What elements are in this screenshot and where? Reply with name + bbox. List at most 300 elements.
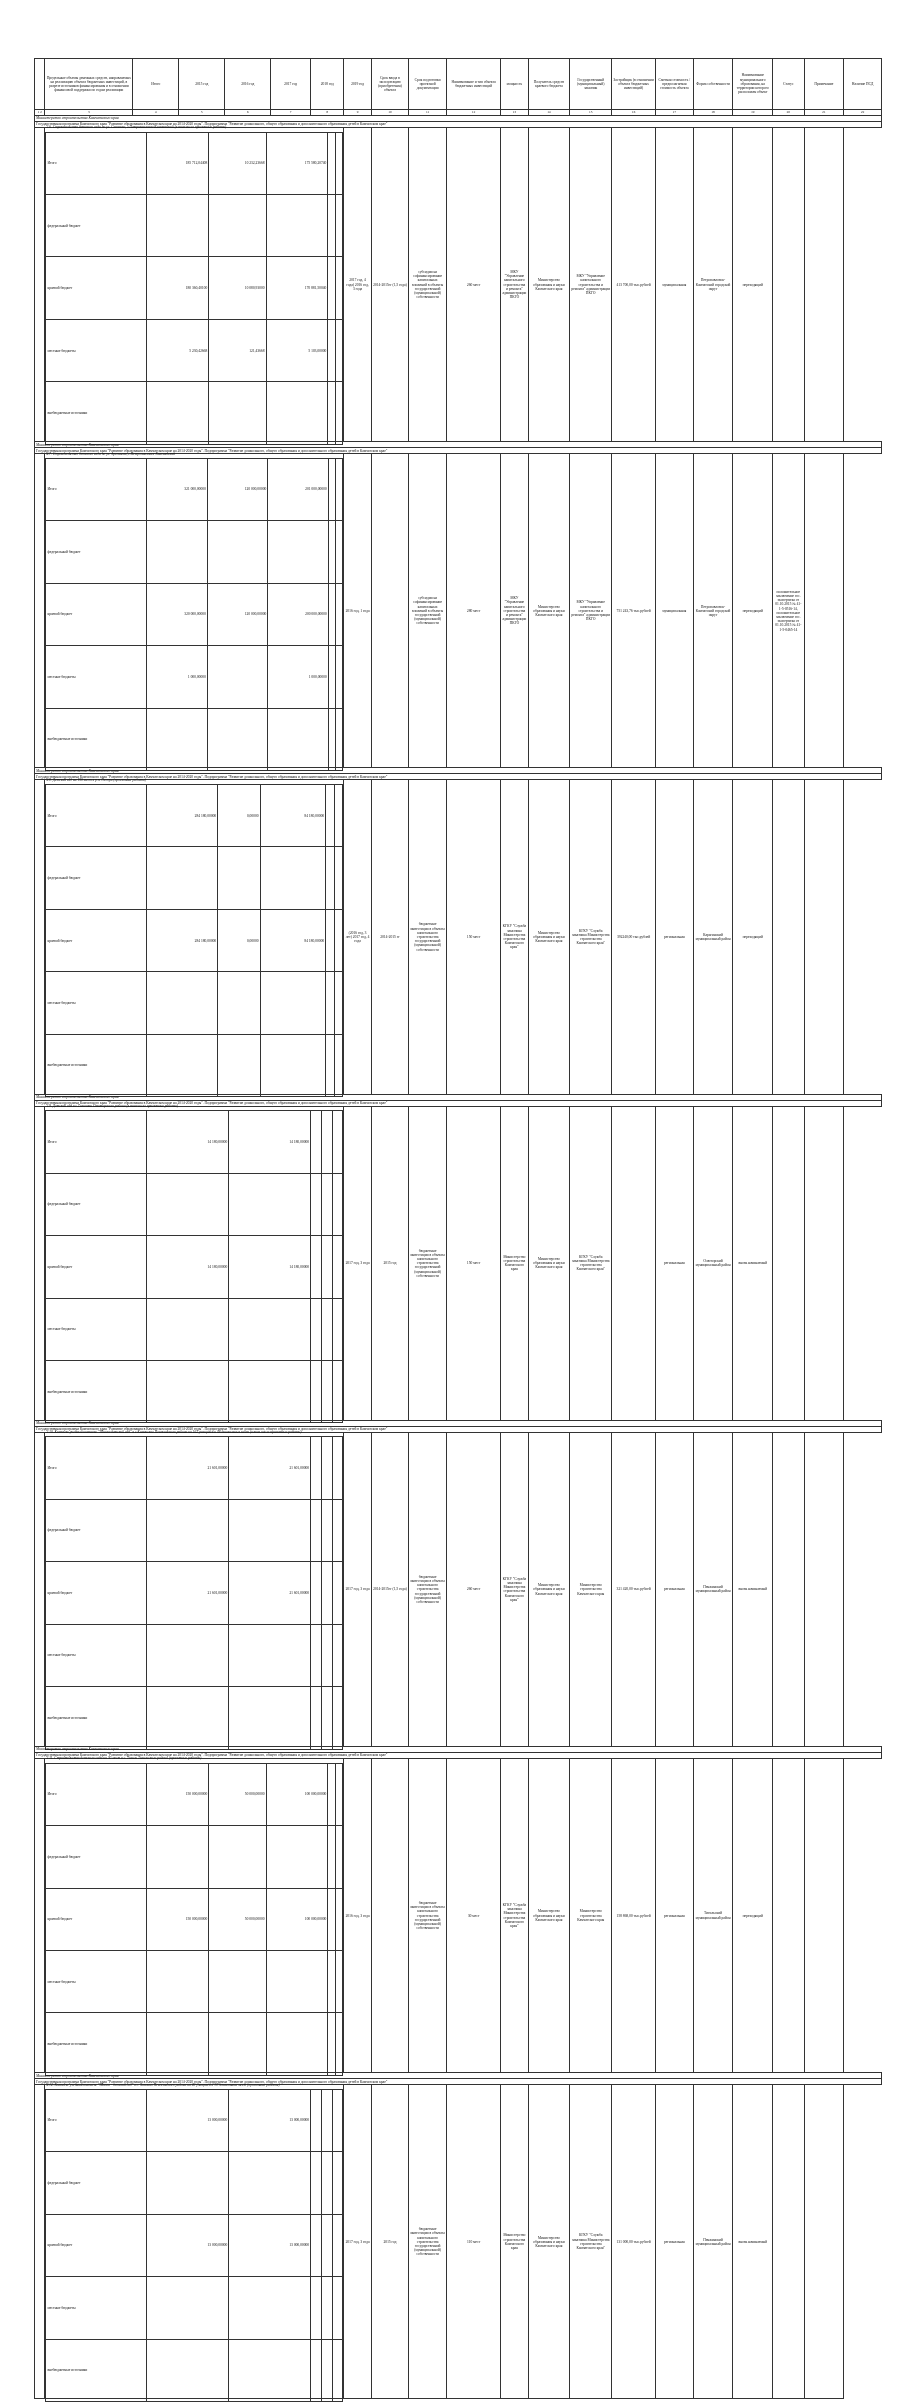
fin-source: краевой бюджет — [46, 2214, 147, 2276]
fin-source: внебюджетные источники — [46, 1034, 147, 1096]
psd — [804, 2085, 844, 2399]
fin-total: 21 601,00000 — [147, 1437, 229, 1499]
fin-row — [46, 972, 343, 1034]
fin-source: местные бюджеты — [46, 1298, 147, 1360]
note — [773, 780, 804, 1094]
object-type: субсидии на софинансирование капитальных вложений в объекты государственной (муниципальной) собственности — [409, 454, 447, 768]
fin-row — [46, 1173, 343, 1235]
fin-2016 — [311, 1562, 322, 1624]
fin-source: федеральный бюджет — [46, 847, 147, 909]
fin-2017 — [328, 1950, 336, 2012]
note — [773, 2085, 804, 2399]
fin-row — [46, 847, 343, 909]
fin-2016 — [266, 1950, 328, 2012]
fin-2015 — [207, 646, 267, 708]
fin-source: местные бюджеты — [46, 319, 147, 381]
fin-2015 — [209, 195, 266, 257]
fin-2018 — [332, 2214, 343, 2276]
status: вновь начинаемый — [733, 1432, 773, 1746]
estimated-cost: 131 000,00 тыс.рублей — [612, 2085, 656, 2399]
fin-2016 — [266, 1826, 328, 1888]
item-financing-cell — [45, 1432, 344, 1746]
fin-2018 — [335, 1826, 343, 1888]
fin-2018 — [335, 319, 343, 381]
fin-total — [147, 1687, 229, 1749]
fin-2018 — [332, 2277, 343, 2339]
fin-source: внебюджетные источники — [46, 2339, 147, 2401]
ownership: региональная — [656, 1759, 694, 2073]
capacity: 150 мест — [446, 1106, 500, 1420]
estimated-cost: 751 243,76 тыс.рублей — [612, 454, 656, 768]
capacity: 110 мест — [446, 2085, 500, 2399]
ownership: муниципальная — [656, 128, 694, 442]
fin-source: федеральный бюджет — [46, 1499, 147, 1561]
fin-row — [46, 909, 343, 971]
fin-total — [147, 847, 218, 909]
fin-row — [46, 1950, 343, 2012]
fin-source: местные бюджеты — [46, 646, 147, 708]
fin-total — [147, 1173, 229, 1235]
item-title: Строительство детского сада по ул. Савченко, г.Петропавловск-Камчатский (в том числе проектные работы) — [52, 125, 227, 130]
fin-2017 — [321, 2339, 332, 2401]
fin-total — [147, 382, 209, 444]
fin-2017 — [328, 708, 335, 770]
item-title: Строительство детского сада на 30 мест в с. Тигиль Тигильского района (проектные работы) — [54, 1756, 202, 1761]
fin-2017 — [321, 1298, 332, 1360]
fin-2015 — [229, 2152, 311, 2214]
column-number: 20 — [773, 110, 804, 116]
fin-2015: 0,00000 — [218, 785, 260, 847]
fin-2018 — [332, 1624, 343, 1686]
section-program-title: Государственная программа Камчатского края "Развитие образования в Камчатском крае на 2014-2020 годы". Подпрограмма "Развитие дошкольного, общего образования и дополнительного образования детей в Камчатском крае" — [35, 122, 882, 128]
fin-2017 — [328, 257, 336, 319]
column-number: 8 — [311, 110, 344, 116]
item-index — [35, 2085, 45, 2399]
item-number: 2.11. — [46, 1756, 54, 1761]
section-item-row — [35, 128, 882, 442]
status: переходящий — [733, 780, 773, 1094]
section-item-row — [35, 1106, 882, 1420]
design-period: 2015 год — [371, 1106, 409, 1420]
header-cell: Примечание — [804, 59, 844, 110]
fin-2017 — [321, 1111, 332, 1173]
column-number: 1 2 — [35, 110, 45, 116]
fin-source: Итого — [46, 1111, 147, 1173]
recipient: Министерство строительства Камчатского края — [501, 1106, 528, 1420]
section-group-title: Министерство строительства Камчатского края — [35, 1420, 882, 1426]
fin-source: местные бюджеты — [46, 2277, 147, 2339]
header-cell: Срок подготовки проектной документации — [409, 59, 447, 110]
psd — [804, 1759, 844, 2073]
fin-source: федеральный бюджет — [46, 2152, 147, 2214]
fin-2018 — [334, 847, 343, 909]
fin-2018 — [336, 583, 343, 645]
commission-year: 2016 год, 3 года — [344, 1759, 371, 2073]
item-number: 2.10. — [46, 1430, 54, 1435]
fin-row — [46, 132, 343, 194]
item-financing-cell — [45, 451, 344, 768]
fin-2018 — [332, 1236, 343, 1298]
psd — [804, 1432, 844, 1746]
fin-total — [147, 1624, 229, 1686]
column-number: 19 — [733, 110, 773, 116]
item-title: Строительство детского сада по ул. Арсеньева, г.Петропавловск-Камчатский — [52, 451, 175, 456]
fin-source: Итого — [46, 132, 147, 194]
fin-row — [46, 1034, 343, 1096]
fin-total — [147, 1298, 229, 1360]
fin-total — [147, 1826, 209, 1888]
customer: Министерство образования и науки Камчатского края — [528, 454, 570, 768]
section-group-title: Министерство строительства Камчатского края — [35, 442, 882, 448]
object-type: бюджетные инвестиции в объекты капитального строительства государственной (муниципальной) собственности — [409, 1759, 447, 2073]
fin-2015: 50 000,00000 — [209, 1888, 266, 1950]
fin-row — [46, 708, 343, 770]
recipient: МКУ "Управление капитального строительства и ремонта" администрации ПКГО — [501, 128, 528, 442]
fin-source: Итого — [46, 458, 147, 520]
financing-table — [45, 458, 343, 771]
estimated-cost: 321 420,00 тыс.рублей — [612, 1432, 656, 1746]
header-cell: 2017 год — [271, 59, 311, 110]
fin-2017 — [321, 1236, 332, 1298]
fin-2016: 201 000,00000 — [268, 458, 328, 520]
fin-2018 — [334, 785, 343, 847]
fin-source: Итого — [46, 1763, 147, 1825]
status: переходящий — [733, 1759, 773, 2073]
section-group-title: Министерство строительства Камчатского края — [35, 116, 882, 122]
item-number: 2.12. — [46, 2082, 54, 2087]
fin-2016 — [266, 382, 328, 444]
recipient: КГКУ "Служба заказчика Министерства строительства Камчатского края" — [501, 780, 528, 1094]
fin-row — [46, 1499, 343, 1561]
header-cell: Государственный (муниципальный) заказчик — [570, 59, 612, 110]
fin-total: 150 000,00000 — [147, 1888, 209, 1950]
item-financing-cell — [45, 1756, 344, 2073]
fin-2015 — [229, 1624, 311, 1686]
fin-2016 — [311, 1360, 322, 1422]
header-cell: Предельные объемы денежных средств, направляемых на реализацию объекта бюджетных инвестиций, в разрезе источников финансирования и в отношении финансовой поддержки по годам реализации — [45, 59, 133, 110]
financing-table — [45, 784, 343, 1097]
column-number: 5 — [179, 110, 225, 116]
developer: КГКУ "Служба заказчика Министерства строительства Камчатского края" — [570, 780, 612, 1094]
fin-2016 — [266, 2013, 328, 2075]
fin-2018 — [336, 646, 343, 708]
developer: КГКУ "Служба заказчика Министерства строительства Камчатского края" — [570, 1106, 612, 1420]
fin-2018 — [335, 1888, 343, 1950]
municipality: Петропавловск-Камчатский городской округ — [693, 454, 733, 768]
item-financing-cell — [45, 125, 344, 442]
column-number: 6 — [225, 110, 271, 116]
ownership: региональная — [656, 1432, 694, 1746]
section-item-row — [35, 1432, 882, 1746]
header-cell: 2018 год — [311, 59, 344, 110]
fin-total — [147, 2339, 229, 2401]
header-cell: 2016 год — [225, 59, 271, 110]
fin-source: федеральный бюджет — [46, 1826, 147, 1888]
fin-2015: 21 601,00000 — [229, 1437, 311, 1499]
ownership: региональная — [656, 2085, 694, 2399]
design-period: 2014-2015гг (1,5 года) — [371, 1432, 409, 1746]
developer: МКУ "Управление капитального строительства и ремонта" администрации ПКГО — [570, 454, 612, 768]
fin-2016: 200 000,00000 — [268, 583, 328, 645]
municipality: Пенжинский муниципальный район — [693, 1432, 733, 1746]
fin-2017 — [328, 1888, 336, 1950]
fin-row — [46, 1437, 343, 1499]
column-number: 16 — [612, 110, 656, 116]
capacity: 260 мест — [446, 128, 500, 442]
status: переходящий — [733, 454, 773, 768]
fin-2018 — [336, 458, 343, 520]
column-number: 10 — [371, 110, 409, 116]
header-cell: 2019 год — [344, 59, 371, 110]
section-program-title: Государственная программа Камчатского края "Развитие образования в Камчатском крае на 2014-2020 годы". Подпрограмма "Развитие дошкольного, общего образования и дополнительного образования детей в Камчатском крае" — [35, 448, 882, 454]
commission-year: 2017 год, 3 года — [344, 1106, 371, 1420]
recipient: МКУ "Управление капитального строительства и ремонта" администрации ПКГО — [501, 454, 528, 768]
fin-2018 — [332, 1173, 343, 1235]
fin-source: местные бюджеты — [46, 1950, 147, 2012]
fin-2015 — [209, 382, 266, 444]
status: вновь начинаемый — [733, 1106, 773, 1420]
header-cell: Срок ввода в эксплуатацию (приобретения) объекта — [371, 59, 409, 110]
note — [773, 1759, 804, 2073]
fin-2017 — [328, 382, 336, 444]
header-index — [35, 59, 45, 110]
ownership: региональная — [656, 1106, 694, 1420]
fin-total — [147, 1034, 218, 1096]
fin-source: краевой бюджет — [46, 909, 147, 971]
section-item-row — [35, 2085, 882, 2399]
design-period — [371, 1759, 409, 2073]
fin-2015 — [207, 708, 267, 770]
fin-source: местные бюджеты — [46, 1624, 147, 1686]
fin-row — [46, 195, 343, 257]
fin-2017 — [328, 1763, 336, 1825]
fin-total: 180 360,40100 — [147, 257, 209, 319]
fin-2018 — [332, 2339, 343, 2401]
customer: Министерство образования и науки Камчатского края — [528, 780, 570, 1094]
header-cell: Статус — [773, 59, 804, 110]
column-number: 7 — [271, 110, 311, 116]
fin-total: 13 000,00000 — [147, 2089, 229, 2151]
item-title: Детский сад на 150 мест в р.п. Оссора (проектные работы) — [52, 777, 146, 782]
fin-2015: 121,43668 — [209, 319, 266, 381]
fin-source: внебюджетные источники — [46, 1687, 147, 1749]
item-number: 2.9. — [46, 1104, 52, 1109]
column-number: 4 — [133, 110, 179, 116]
fin-2015 — [209, 1826, 266, 1888]
fin-2016 — [311, 1173, 322, 1235]
fin-2018 — [335, 1950, 343, 2012]
fin-row — [46, 458, 343, 520]
fin-row — [46, 521, 343, 583]
design-period: 2014-2015 гг — [371, 780, 409, 1094]
fin-2015 — [229, 1499, 311, 1561]
fin-2015 — [229, 2277, 311, 2339]
ownership: региональная — [656, 780, 694, 1094]
fin-2015 — [218, 1034, 260, 1096]
fin-2016 — [311, 2214, 322, 2276]
item-financing-cell — [45, 1106, 344, 1420]
section-group-title: Министерство строительства Камчатского края — [35, 1094, 882, 1100]
municipality: Пенжинский муниципальный район — [693, 2085, 733, 2399]
fin-2018 — [335, 1763, 343, 1825]
fin-2018 — [336, 708, 343, 770]
fin-2017 — [321, 1173, 332, 1235]
column-number: 22 — [844, 110, 882, 116]
design-period — [371, 454, 409, 768]
fin-source: краевой бюджет — [46, 1562, 147, 1624]
fin-row — [46, 1298, 343, 1360]
fin-2016 — [260, 972, 326, 1034]
fin-2017 — [328, 2013, 336, 2075]
note — [773, 1106, 804, 1420]
fin-2017 — [328, 1826, 336, 1888]
fin-total — [147, 2152, 229, 2214]
column-number: 3 — [45, 110, 133, 116]
fin-2016: 175 580,20740 — [266, 132, 328, 194]
developer: МКУ "Управление капитального строительства и ремонта" администрации ПКГО — [570, 128, 612, 442]
header-cell: 2015 год — [179, 59, 225, 110]
fin-2015: 14 180,00000 — [229, 1111, 311, 1173]
design-period: 2015 год — [371, 2085, 409, 2399]
fin-total — [147, 521, 207, 583]
fin-total: 14 180,00000 — [147, 1236, 229, 1298]
fin-2018 — [335, 257, 343, 319]
fin-total: 321 000,00000 — [147, 458, 207, 520]
column-number: 12 — [446, 110, 500, 116]
fin-2016 — [266, 195, 328, 257]
recipient: КГКУ "Служба заказчика Министерства строительства Камчатского края" — [501, 1759, 528, 2073]
fin-total: 21 601,00000 — [147, 1562, 229, 1624]
fin-source: внебюджетные источники — [46, 1360, 147, 1422]
section-program-title: Государственная программа Камчатского края "Развитие образования в Камчатском крае на 2014-2020 годы". Подпрограмма "Развитие дошкольного, общего образования и дополнительного образования детей в Камчатском крае" — [35, 774, 882, 780]
header-cell: Застройщик (в отношении объекта бюджетных инвестиций) — [612, 59, 656, 110]
section-item-row — [35, 1759, 882, 2073]
item-number: 2.7. — [46, 451, 52, 456]
fin-source: краевой бюджет — [46, 257, 147, 319]
note — [773, 1432, 804, 1746]
fin-source: федеральный бюджет — [46, 195, 147, 257]
item-index — [35, 1432, 45, 1746]
column-number: 14 — [528, 110, 570, 116]
column-number: 13 — [501, 110, 528, 116]
fin-2017 — [328, 195, 336, 257]
fin-2018 — [335, 382, 343, 444]
fin-source: федеральный бюджет — [46, 521, 147, 583]
psd — [804, 1106, 844, 1420]
section-group-title: Министерство строительства Камчатского края — [35, 2073, 882, 2079]
customer: Министерство образования и науки Камчатского края — [528, 2085, 570, 2399]
fin-2016 — [311, 1437, 322, 1499]
municipality: Петропавловск-Камчатский городской округ — [693, 128, 733, 442]
header-cell: Форма собственности — [693, 59, 733, 110]
fin-row — [46, 1687, 343, 1749]
fin-2015: 14 180,00000 — [229, 1236, 311, 1298]
fin-source: Итого — [46, 785, 147, 847]
fin-2017 — [321, 2277, 332, 2339]
commission-year: 2017 год, 3 года — [344, 2085, 371, 2399]
fin-total: 14 180,00000 — [147, 1111, 229, 1173]
fin-source: внебюджетные источники — [46, 708, 147, 770]
fin-2018 — [332, 1562, 343, 1624]
municipality: Карагинский муниципальный район — [693, 780, 733, 1094]
fin-row — [46, 2214, 343, 2276]
financing-table — [45, 1436, 343, 1749]
header-cell: мощность — [501, 59, 528, 110]
commission-year: (2016 год, 3 лет) 2017 год, 4 года — [344, 780, 371, 1094]
psd — [804, 128, 844, 442]
fin-2016 — [260, 1034, 326, 1096]
object-type: бюджетные инвестиции в объекты капитального строительства государственной (муниципальной) собственности — [409, 780, 447, 1094]
estimated-cost: 392240,00 тыс.рублей — [612, 780, 656, 1094]
fin-row — [46, 2013, 343, 2075]
recipient: КГКУ "Служба заказчика Министерства строительства Камчатского края" — [501, 1432, 528, 1746]
fin-2018 — [332, 1687, 343, 1749]
section-group-title: Министерство строительства Камчатского края — [35, 1747, 882, 1753]
fin-2017 — [321, 2152, 332, 2214]
header-cell: Итого — [133, 59, 179, 110]
note: положительное заключение гос. экспертизы от 01.10.2015 № 41-1-5-0516-14, положительное заключение гос. экспертизы от 01.10.2015 № 41-1-5-0465-14 — [773, 454, 804, 768]
fin-2017 — [326, 847, 335, 909]
item-number: 2.8. — [46, 777, 52, 782]
capacity: 280 мест — [446, 454, 500, 768]
header-row — [35, 59, 882, 110]
financing-table — [45, 1763, 343, 2076]
estimated-cost — [612, 1106, 656, 1420]
fin-source: местные бюджеты — [46, 972, 147, 1034]
fin-total — [147, 1360, 229, 1422]
fin-2017 — [321, 2214, 332, 2276]
fin-2015: 21 601,00000 — [229, 1562, 311, 1624]
fin-total: 284 180,00000 — [147, 909, 218, 971]
fin-2018 — [332, 1111, 343, 1173]
psd — [804, 454, 844, 768]
fin-2017 — [321, 1499, 332, 1561]
fin-row — [46, 382, 343, 444]
fin-source: Итого — [46, 2089, 147, 2151]
developer: Министерство строительства Камчатского края — [570, 1759, 612, 2073]
fin-2018 — [335, 132, 343, 194]
investment-objects-table — [34, 58, 882, 2399]
fin-2018 — [335, 2013, 343, 2075]
fin-row — [46, 2089, 343, 2151]
fin-2015 — [209, 1950, 266, 2012]
fin-2016: 84 180,00000 — [260, 785, 326, 847]
fin-2016 — [311, 2277, 322, 2339]
customer: Министерство образования и науки Камчатского края — [528, 128, 570, 442]
fin-total: 185 712,04408 — [147, 132, 209, 194]
header-cell: Сметная стоимость / предполагаемая стоимость объекта — [656, 59, 694, 110]
fin-2017 — [328, 583, 335, 645]
fin-2018 — [332, 1437, 343, 1499]
fin-2016 — [311, 1236, 322, 1298]
fin-2015: 10 232,23668 — [209, 132, 266, 194]
fin-2015 — [229, 1173, 311, 1235]
fin-2017 — [326, 972, 335, 1034]
estimated-cost: 413 700,00 тыс.рублей — [612, 128, 656, 442]
fin-row — [46, 785, 343, 847]
fin-2016 — [311, 1499, 322, 1561]
column-number: 11 — [409, 110, 447, 116]
psd — [804, 780, 844, 1094]
fin-2015 — [229, 2339, 311, 2401]
object-type: бюджетные инвестиции в объекты капитального строительства государственной (муниципальной) собственности — [409, 2085, 447, 2399]
fin-2015: 50 000,00000 — [209, 1763, 266, 1825]
fin-2017 — [326, 785, 335, 847]
fin-2017 — [328, 458, 335, 520]
fin-2016: 1 000,00000 — [268, 646, 328, 708]
design-period: 2014-2015гг (1,5 года) — [371, 128, 409, 442]
fin-total — [147, 972, 218, 1034]
